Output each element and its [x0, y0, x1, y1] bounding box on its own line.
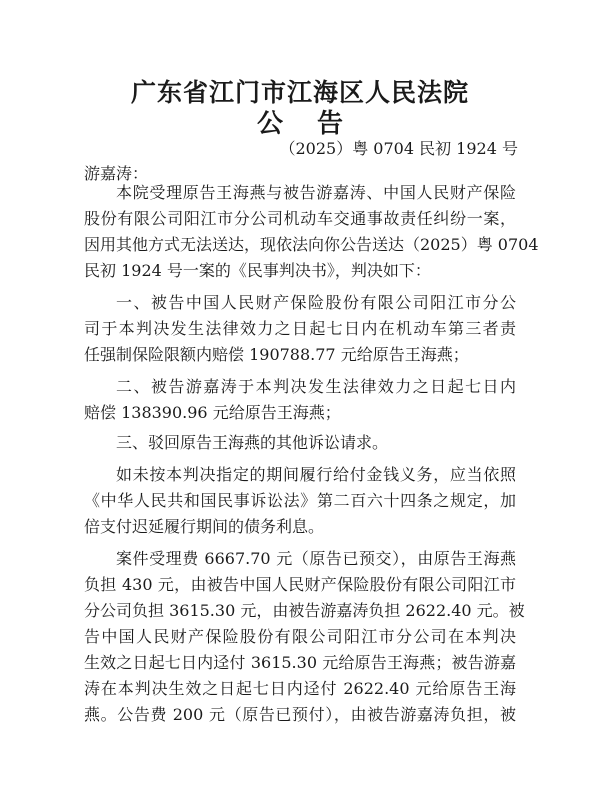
body-line: 涛在本判决生效之日起七日内迳付 2622.40 元给原告王海 — [84, 679, 516, 698]
body-line: 二、被告游嘉涛于本判决发生法律效力之日起七日内 — [116, 377, 516, 396]
notice-title: 公告 — [256, 109, 377, 139]
body-line: 《中华人民共和国民事诉讼法》第二百六十四条之规定，加 — [84, 491, 516, 510]
body-line: 分公司负担 3615.30 元，由被告游嘉涛负担 2622.40 元。被 — [84, 601, 525, 620]
body-line: 倍支付迟延履行期间的债务利息。 — [84, 517, 325, 536]
body-line: 司于本判决发生法律效力之日起七日内在机动车第三者责 — [84, 319, 516, 338]
body-line: 燕。公告费 200 元（原告已预付），由被告游嘉涛负担，被 — [84, 705, 516, 724]
body-line: 赔偿 138390.96 元给原告王海燕； — [84, 403, 341, 422]
court-name: 广东省江门市江海区人民法院 — [130, 78, 469, 107]
body-line: 股份有限公司阳江市分公司机动车交通事故责任纠纷一案， — [84, 209, 516, 228]
body-line: 本院受理原告王海燕与被告游嘉涛、中国人民财产保险 — [116, 183, 516, 202]
body-line: 告中国人民财产保险股份有限公司阳江市分公司在本判决 — [84, 627, 516, 646]
case-number: （2025）粤 0704 民初 1924 号 — [279, 139, 518, 158]
body-line: 任强制保险限额内赔偿 190788.77 元给原告王海燕； — [84, 345, 469, 364]
body-line: 案件受理费 6667.70 元（原告已预交），由原告王海燕 — [116, 549, 516, 568]
body-line: 一、被告中国人民财产保险股份有限公司阳江市分公 — [116, 293, 516, 312]
body-line: 三、驳回原告王海燕的其他诉讼请求。 — [116, 433, 389, 452]
body-line: 负担 430 元，由被告中国人民财产保险股份有限公司阳江市 — [84, 575, 516, 594]
body-line: 民初 1924 号一案的《民事判决书》，判决如下： — [84, 261, 431, 280]
body-line: 因用其他方式无法送达，现依法向你公告送达（2025）粤 0704 — [84, 235, 539, 254]
body-line: 如未按本判决指定的期间履行给付金钱义务，应当依照 — [116, 465, 516, 484]
body-line: 生效之日起七日内迳付 3615.30 元给原告王海燕；被告游嘉 — [84, 653, 516, 672]
recipient-name: 游嘉涛： — [84, 164, 149, 183]
